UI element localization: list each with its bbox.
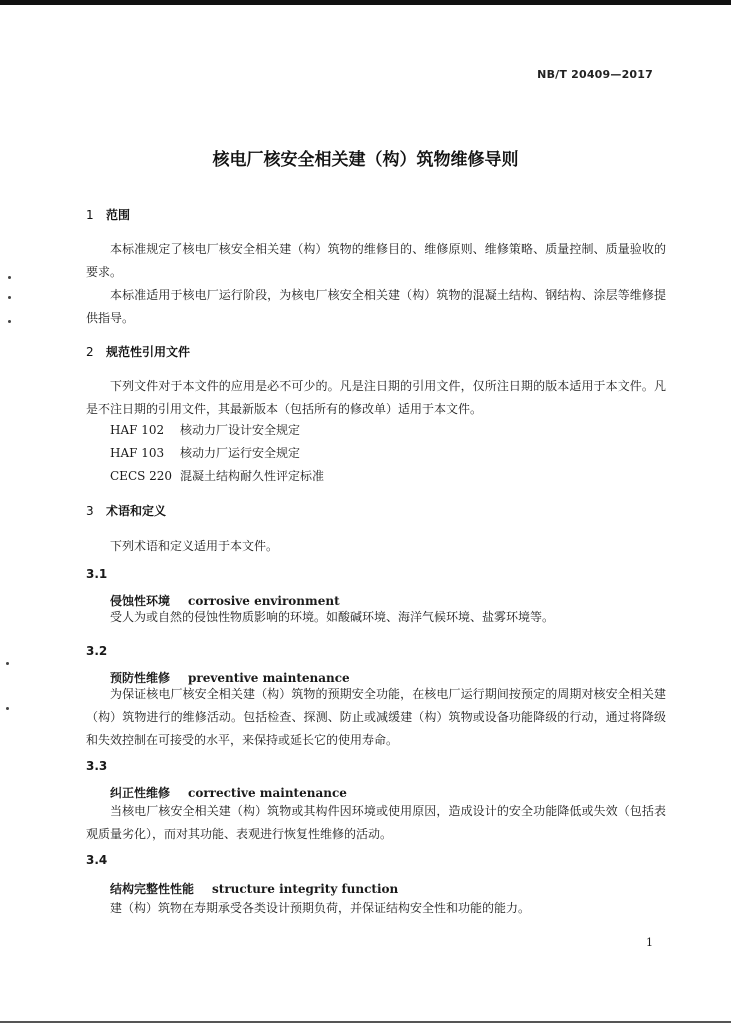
section-title: 规范性引用文件 — [106, 345, 191, 359]
clause-number: 3.2 — [86, 644, 108, 658]
term-heading — [110, 880, 398, 897]
section-2-heading — [86, 343, 190, 360]
reference-item — [110, 421, 300, 438]
scan-speck — [6, 662, 9, 665]
reference-name: 核动力厂运行安全规定 — [180, 446, 301, 460]
section-number: 2 — [86, 345, 94, 359]
scan-speck — [6, 707, 9, 710]
document-title: 核电厂核安全相关建（构）筑物维修导则 — [212, 150, 519, 170]
section-number: 3 — [86, 504, 94, 518]
paragraph: 下列文件对于本文件的应用是必不可少的。凡是注日期的引用文件，仅所注日期的版本适用于本文件。凡是不注日期的引用文件，其最新版本（包括所有的修改单）适用于本文件。 — [86, 379, 666, 416]
standard-number: NB/T 20409—2017 — [537, 68, 653, 81]
term-definition: 为保证核电厂核安全相关建（构）筑物的预期安全功能，在核电厂运行期间按预定的周期对核安全相关建（构）筑物进行的维修活动。包括检查、探测、防止或减缓建（构）筑物或设备功能降级的行动，通过将降级和失效控制在可接受的水平，来保持或延长它的使用寿命。 — [86, 687, 666, 747]
reference-item — [110, 467, 324, 484]
clause-number: 3.3 — [86, 759, 108, 773]
page-number: 1 — [646, 936, 653, 949]
reference-name: 混凝土结构耐久性评定标准 — [180, 469, 325, 483]
clause-number: 3.4 — [86, 853, 108, 867]
term-heading — [110, 784, 347, 801]
reference-name: 核动力厂设计安全规定 — [180, 423, 301, 437]
reference-code: HAF 103 — [110, 446, 165, 460]
scan-bottom-border — [0, 1021, 731, 1023]
term-cn: 侵蚀性环境 — [110, 594, 171, 608]
section-title: 范围 — [106, 208, 131, 222]
section-3-heading — [86, 502, 166, 519]
paragraph: 下列术语和定义适用于本文件。 — [110, 539, 279, 553]
scan-top-border — [0, 0, 731, 5]
section-title: 术语和定义 — [106, 504, 167, 518]
term-en: corrosive environment — [188, 594, 340, 608]
term-en: corrective maintenance — [188, 786, 347, 800]
reference-code: CECS 220 — [110, 469, 173, 483]
term-en: structure integrity function — [212, 882, 399, 896]
section-number: 1 — [86, 208, 94, 222]
clause-number: 3.1 — [86, 567, 108, 581]
term-definition: 当核电厂核安全相关建（构）筑物或其构件因环境或使用原因，造成设计的安全功能降低或失效（包括表观质量劣化），而对其功能、表观进行恢复性维修的活动。 — [86, 804, 666, 841]
term-en: preventive maintenance — [188, 671, 350, 685]
term-definition: 受人为或自然的侵蚀性物质影响的环境。如酸碱环境、海洋气候环境、盐雾环境等。 — [110, 610, 555, 624]
term-definition: 建（构）筑物在寿期承受各类设计预期负荷，并保证结构安全性和功能的能力。 — [110, 901, 531, 915]
paragraph: 本标准适用于核电厂运行阶段，为核电厂核安全相关建（构）筑物的混凝土结构、钢结构、涂层等维修提供指导。 — [86, 288, 666, 325]
term-cn: 纠正性维修 — [110, 786, 171, 800]
reference-item — [110, 444, 300, 461]
paragraph: 本标准规定了核电厂核安全相关建（构）筑物的维修目的、维修原则、维修策略、质量控制、质量验收的要求。 — [86, 242, 666, 279]
scan-speck — [8, 296, 11, 299]
term-cn: 预防性维修 — [110, 671, 171, 685]
scan-speck — [8, 320, 11, 323]
term-cn: 结构完整性性能 — [110, 882, 195, 896]
scan-speck — [8, 276, 11, 279]
reference-code: HAF 102 — [110, 423, 165, 437]
section-1-heading — [86, 206, 130, 223]
